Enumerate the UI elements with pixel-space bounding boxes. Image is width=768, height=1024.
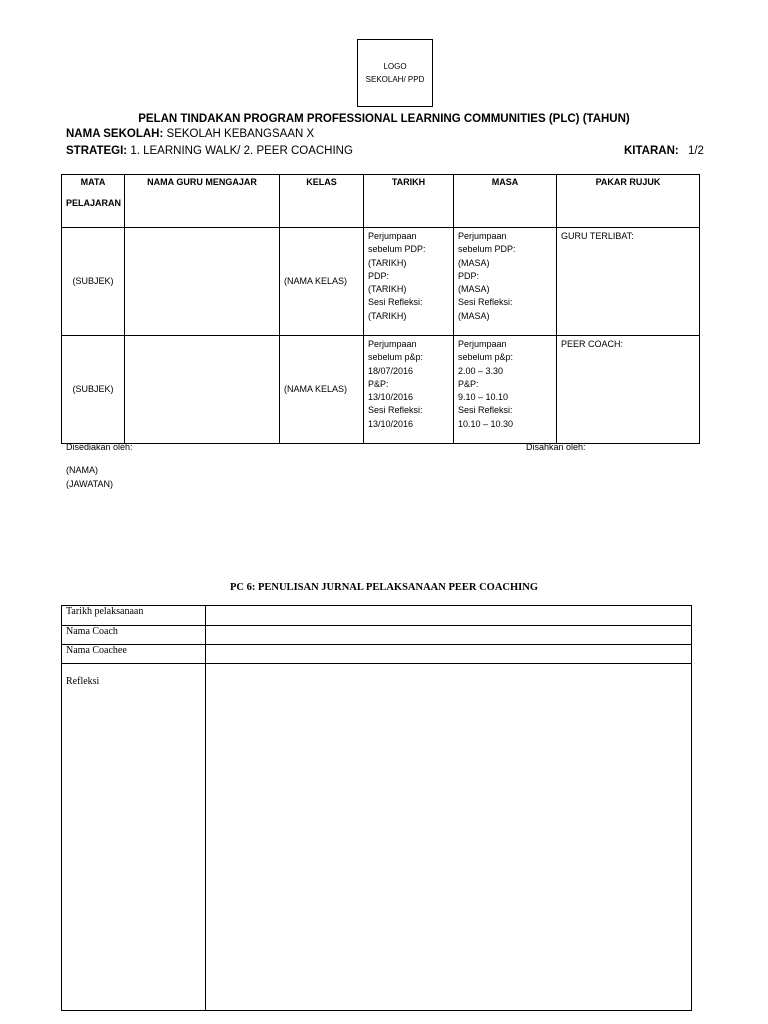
- row-teacher: [125, 228, 280, 336]
- journal-row-date: [62, 606, 692, 626]
- row-class: (NAMA KELAS): [280, 228, 364, 336]
- action-plan-table: [61, 174, 700, 444]
- table-row: [62, 336, 700, 444]
- date-line: Perjumpaan: [368, 231, 417, 241]
- time-line: (MASA): [458, 257, 490, 268]
- date-line: 13/10/2016: [368, 418, 414, 429]
- time-line: sebelum p&p:: [458, 352, 514, 363]
- document-title: PELAN TINDAKAN PROGRAM PROFESSIONAL LEARNING COMMUNITIES (PLC) (TAHUN): [138, 113, 630, 125]
- header-expert: PAKAR RUJUK: [557, 175, 700, 228]
- time-line: (MASA): [458, 310, 490, 321]
- journal-title: PC 6: PENULISAN JURNAL PELAKSANAAN PEER COACHING: [229, 582, 539, 593]
- header-time: MASA: [454, 175, 557, 228]
- cycle-label: KITARAN:: [624, 145, 679, 157]
- date-line: sebelum PDP:: [368, 244, 426, 255]
- date-line: Sesi Refleksi:: [368, 405, 423, 416]
- header-class: KELAS: [280, 175, 364, 228]
- time-line: Sesi Refleksi:: [458, 297, 513, 308]
- signatory-name: (NAMA): [66, 465, 98, 475]
- date-line: (TARIKH): [368, 310, 407, 321]
- time-line: P&P:: [458, 378, 479, 389]
- row-expert: GURU TERLIBAT:: [557, 228, 700, 336]
- journal-table: [61, 605, 692, 1011]
- date-line: Perjumpaan: [368, 339, 417, 349]
- row-subject: (SUBJEK): [62, 228, 125, 336]
- header-date: TARIKH: [364, 175, 454, 228]
- row-time: [454, 336, 557, 444]
- date-line: P&P:: [368, 378, 389, 389]
- row-date: [364, 336, 454, 444]
- journal-date-label: Tarikh pelaksanaan: [62, 606, 206, 626]
- time-line: Perjumpaan: [458, 339, 507, 349]
- strategy-line: [66, 145, 353, 157]
- date-line: sebelum p&p:: [368, 352, 424, 363]
- logo-label: LOGO: [383, 62, 407, 71]
- row-expert: PEER COACH:: [557, 336, 700, 444]
- time-line: 2.00 – 3.30: [458, 365, 504, 376]
- journal-coachee-value: [206, 645, 692, 664]
- time-line: sebelum PDP:: [458, 244, 516, 255]
- date-line: (TARIKH): [368, 257, 407, 268]
- header-subject-line2: PELAJARAN: [66, 198, 122, 208]
- date-line: Sesi Refleksi:: [368, 297, 423, 308]
- date-line: 18/07/2016: [368, 365, 414, 376]
- date-line: (TARIKH): [368, 284, 407, 295]
- school-label: NAMA SEKOLAH:: [66, 128, 164, 140]
- row-subject: (SUBJEK): [62, 336, 125, 444]
- table-header-row: [62, 175, 700, 228]
- approved-by-label: Disahkan oleh:: [526, 442, 586, 452]
- date-line: 13/10/2016: [368, 392, 414, 403]
- journal-coach-value: [206, 626, 692, 645]
- journal-row-coachee: [62, 645, 692, 664]
- journal-reflection-label: Refleksi: [62, 664, 206, 1011]
- time-line: (MASA): [458, 284, 490, 295]
- school-logo-placeholder: [357, 39, 433, 107]
- time-line: Sesi Refleksi:: [458, 405, 513, 416]
- school-value: SEKOLAH KEBANGSAAN X: [166, 128, 315, 140]
- journal-coach-label: Nama Coach: [62, 626, 206, 645]
- time-line: Perjumpaan: [458, 231, 507, 241]
- time-line: PDP:: [458, 270, 480, 281]
- cycle-line: [624, 145, 704, 157]
- journal-coachee-label: Nama Coachee: [62, 645, 206, 664]
- strategy-value: 1. LEARNING WALK/ 2. PEER COACHING: [130, 145, 353, 157]
- cycle-value: 1/2: [687, 145, 704, 157]
- row-date: [364, 228, 454, 336]
- row-teacher: [125, 336, 280, 444]
- table-row: [62, 228, 700, 336]
- strategy-label: STRATEGI:: [66, 145, 128, 157]
- logo-sublabel: SEKOLAH/ PPD: [365, 75, 425, 84]
- signatory-position: (JAWATAN): [66, 479, 113, 489]
- header-subject: [62, 175, 125, 228]
- time-line: 10.10 – 10.30: [458, 418, 514, 429]
- journal-date-value: [206, 606, 692, 626]
- date-line: PDP:: [368, 270, 390, 281]
- row-time: [454, 228, 557, 336]
- header-teacher: NAMA GURU MENGAJAR: [125, 175, 280, 228]
- journal-row-coach: [62, 626, 692, 645]
- journal-reflection-value: [206, 664, 692, 1011]
- time-line: 9.10 – 10.10: [458, 392, 509, 403]
- journal-row-reflection: [62, 664, 692, 1011]
- school-line: [66, 128, 314, 140]
- row-class: (NAMA KELAS): [280, 336, 364, 444]
- prepared-by-label: Disediakan oleh:: [66, 442, 133, 452]
- header-subject-line1: MATA: [80, 177, 106, 187]
